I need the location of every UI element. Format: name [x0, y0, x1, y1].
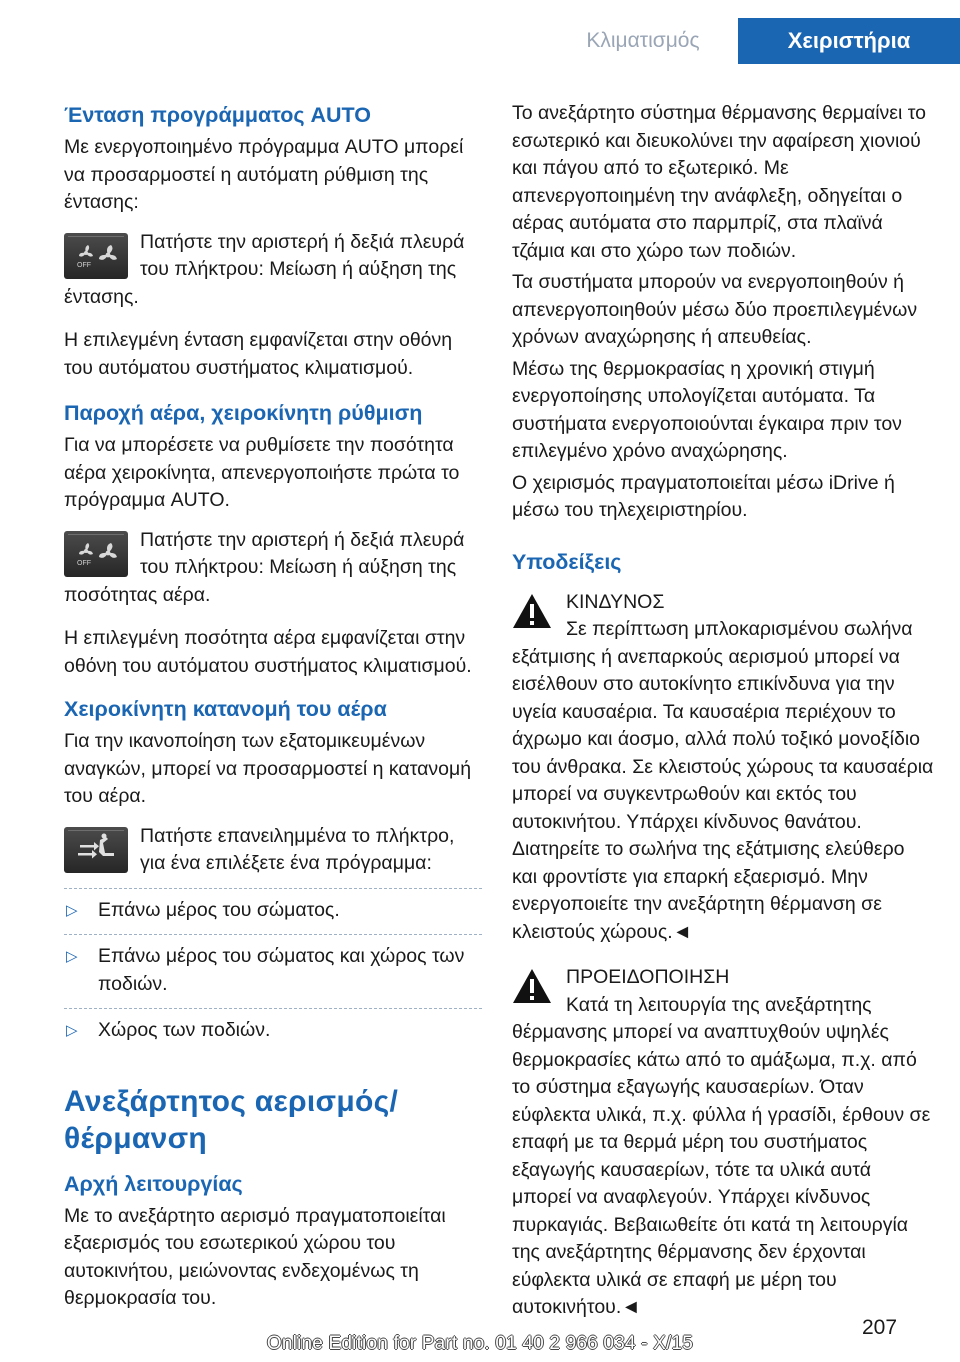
triangle-bullet-icon: ▷ [66, 901, 78, 919]
header-chapter: Χειριστήρια [738, 18, 960, 64]
airflow-instruction-block [64, 527, 482, 610]
distribution-heading: Χειροκίνητη κατανομή του αέρα [64, 697, 387, 721]
intensity-instruction-block [64, 229, 482, 312]
svg-text:OFF: OFF [77, 559, 91, 567]
activation-text: Τα συστήματα μπορούν να ενεργοποιηθούν ή απενεργοποιηθούν μέσω δύο προεπιλεγμένων χρόνων αναχώρησης ή απευθείας. [512, 271, 918, 348]
danger-note [512, 589, 934, 947]
notes-heading: Υποδείξεις [512, 549, 622, 574]
fan-off-button-icon [64, 531, 128, 577]
principle-text: Με το ανεξάρτητο αερισμό πραγματοποιείται εξαερισμός του εσωτερικού χώρου του αυτοκινήτου, μειώνοντας ενδεχομένως τη θερμοκρασία του. [64, 1204, 446, 1309]
svg-text:OFF: OFF [77, 261, 91, 269]
timing-text: Μέσω της θερμοκρασίας η χρονική στιγμή ενεργοποίησης υπολογίζεται αυτόματα. Τα συστήματα ενεργοποιούνται έγκαιρα πριν τον επιλεγμένο χρόνο αναχώρησης. [512, 357, 902, 462]
distribution-intro: Για την ικανοποίηση των εξατομικευμένων αναγκών, μπορεί να προσαρμοστεί η κατανομή του αέρα. [64, 730, 472, 807]
warning-triangle-icon [512, 968, 552, 1004]
intensity-instruction: Πατήστε την αριστερή ή δεξιά πλευρά του πλήκτρου: Μείωση ή αύξηση της έντασης. [64, 230, 465, 308]
airflow-intro: Για να μπορέσετε να ρυθμίσετε την ποσότητα αέρα χειροκίνητα, απενεργοποιήστε πρώτα το πρόγραμμα AUTO. [64, 434, 460, 511]
intensity-display: Η επιλεγμένη ένταση εμφανίζεται στην οθόνη του αυτόματου συστήματος κλιματισμού. [64, 329, 453, 379]
distribution-options-list [64, 888, 482, 1055]
danger-title: ΚΙΝΔΥΝΟΣ [566, 590, 665, 613]
heating-text: Το ανεξάρτητο σύστημα θέρμανσης θερμαίνει το εσωτερικό και διευκολύνει την αφαίρεση χιονιού και πάγου από το εξωτερικό. Με απενεργοποιημένη την ανάφλεξη, οδηγείται ο αέρας αυτόματα στο παρμπρίζ, στα πλαϊνά τζάμια και στο χώρο των ποδιών. [512, 102, 927, 262]
list-item [64, 935, 482, 1009]
edition-footer: Online Edition for Part no. 01 40 2 966 034 - X/15 [266, 1333, 694, 1354]
list-item-label: Χώρος των ποδιών. [98, 1019, 271, 1041]
triangle-bullet-icon: ▷ [66, 948, 78, 965]
standalone-heading: Ανεξάρτητος αερισμός/θέρμανση [64, 1084, 399, 1155]
air-distribution-button-icon [64, 827, 128, 873]
intensity-intro: Με ενεργοποιημένο πρόγραμμα AUTO μπορεί να προσαρμοστεί η αυτόματη ρύθμιση της έντασης: [64, 136, 464, 213]
list-item [64, 1009, 482, 1055]
distribution-instruction-block [64, 823, 482, 878]
fan-off-button-icon [64, 233, 128, 279]
distribution-instruction: Πατήστε επανειλημμένα το πλήκτρο, για ένα επιλέξετε ένα πρόγραμμα: [140, 824, 455, 874]
intensity-heading: Ένταση προγράμματος AUTO [64, 103, 372, 127]
warning-text: Κατά τη λειτουργία της ανεξάρτητης θέρμανσης μπορεί να αναπτυχθούν υψηλές θερμοκρασίες κάτω από το αμάξωμα, π.χ. από το σύστημα εξαγωγής καυσαερίων. Όταν εύφλεκτα υλικά, π.χ. φύλλα ή γρασίδι, έρθουν σε επαφή με τα θερμά μέρη του συστήματος εξαγωγής καυσαερίων, τότε τα υλικά αυτά μπορεί να αναφλεγούν. Υπάρχει κίνδυνος πυρκαγιάς. Βεβαιωθείτε ότι κατά τη λειτουργία της ανεξάρτητης θέρμανσης δεν έρχονται εύφλεκτα υλικά σε επαφή με μέρη του αυτοκινήτου.◄ [512, 993, 931, 1318]
page-number: 207 [862, 1316, 898, 1339]
page-header [0, 0, 960, 82]
principle-heading: Αρχή λειτουργίας [64, 1171, 243, 1196]
right-column [512, 100, 934, 1322]
warning-title: ΠΡΟΕΙΔΟΠΟΙΗΣΗ [566, 966, 730, 988]
danger-text: Σε περίπτωση μπλοκαρισμένου σωλήνα εξάτμισης ή ανεπαρκούς αερισμού μπορεί να εισέλθουν στο αυτοκίνητο επικίνδυνα για την υγεία καυσαέρια. Τα καυσαέρια περιέχουν το άχρωμο και άοσμο, αλλά πολύ τοξικό μονοξίδιο του άνθρακα. Σε κλειστούς χώρους τα καυσαέρια μπορεί να συγκεντρωθούν και εκτός του αυτοκινήτου. Υπάρχει κίνδυνος θανάτου. Διατηρείτε το σωλήνα της εξάτμισης ελεύθερο και φροντίστε για επαρκή εξαερισμό. Μην ενεργοποιείτε την ανεξάρτητη θέρμανση σε κλειστούς χώρους.◄ [512, 618, 934, 943]
list-item-label: Επάνω μέρος του σώματος και χώρος των ποδιών. [98, 945, 465, 995]
list-item-label: Επάνω μέρος του σώματος. [98, 898, 340, 921]
airflow-heading: Παροχή αέρα, χειροκίνητη ρύθμιση [64, 401, 423, 425]
warning-note [512, 964, 934, 1322]
left-column [64, 100, 482, 1313]
airflow-instruction: Πατήστε την αριστερή ή δεξιά πλευρά του πλήκτρου: Μείωση ή αύξηση της ποσότητας αέρα. [64, 528, 465, 606]
airflow-display: Η επιλεγμένη ποσότητα αέρα εμφανίζεται στην οθόνη του αυτόματου συστήματος κλιματισμού. [64, 627, 472, 677]
triangle-bullet-icon: ▷ [66, 1022, 78, 1039]
control-text: Ο χειρισμός πραγματοποιείται μέσω iDrive ή μέσω του τηλεχειριστηρίου. [512, 471, 895, 521]
list-item [64, 888, 482, 936]
header-section: Κλιματισμός [586, 29, 700, 52]
warning-triangle-icon [512, 593, 552, 629]
